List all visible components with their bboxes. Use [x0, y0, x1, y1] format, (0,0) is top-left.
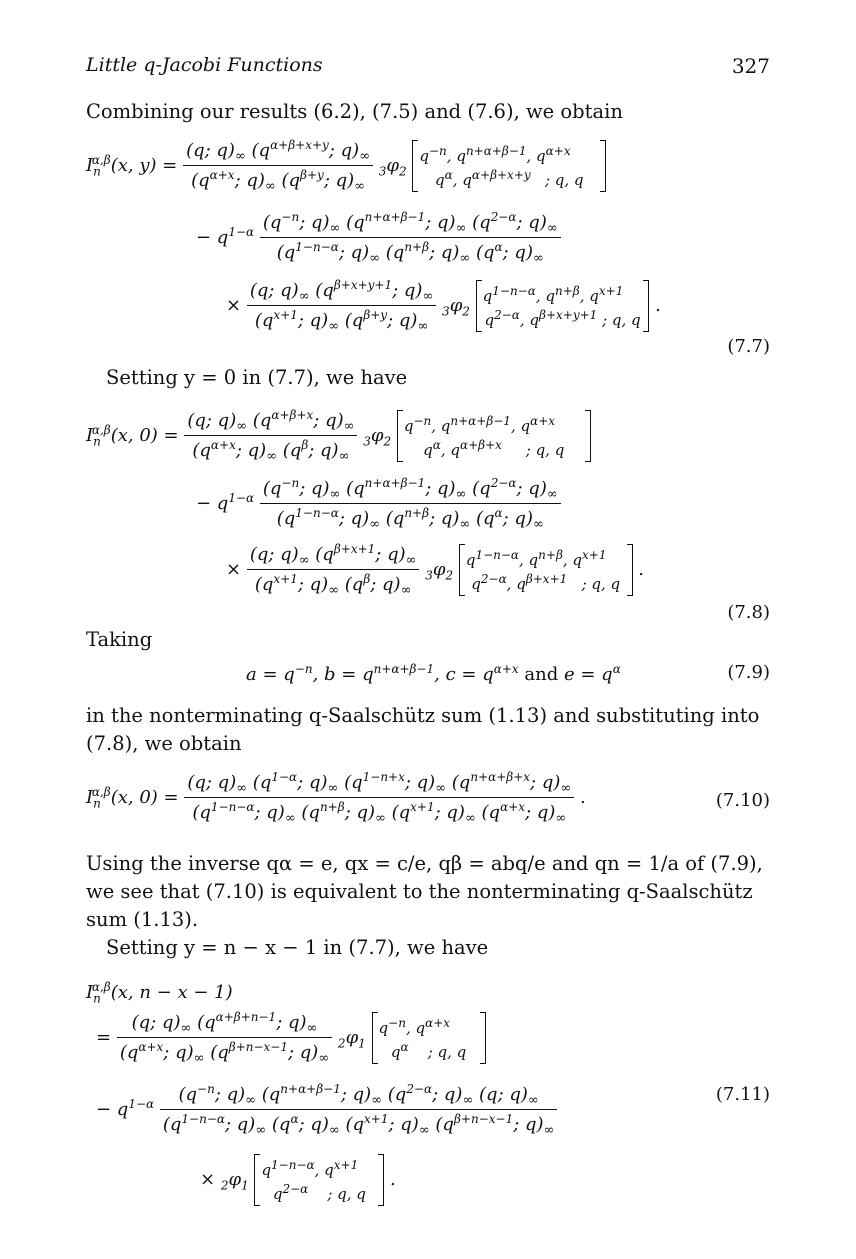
fraction: $\frac{(q; q)_\infty (q^{\alpha+\beta+x+y}; q)_\infty}{(q^{\alpha+x}; q)_\infty (q^{\beta+y}; q)_\infty}$: [183, 138, 373, 194]
hypergeometric-bracket: $q^{-n}$, $q^{\alpha+x}$ $q^\alpha$ ; q, q: [372, 1012, 486, 1064]
equation-number: (7.8): [727, 602, 770, 623]
hypergeometric-bracket: $q^{-n}$, $q^{n+\alpha+\beta-1}$, $q^{\alpha+x}$ $q^\alpha$, $q^{\alpha+\beta+x+y}$ ; q, q: [412, 140, 606, 192]
fraction: $\frac{(q^{-n}; q)_\infty (q^{n+\alpha+\beta-1}; q)_\infty (q^{2-\alpha}; q)_\infty (q; q)_\infty}{(q^{1-n-\alpha}; q)_\infty (q^\alpha; q)_\infty (q^{x+1}; q)_\infty (q^{\beta+n-x-1}; q)_\infty}$: [160, 1082, 558, 1138]
equation-7-10-line: $I_n^{\alpha,\beta}(x$, 0) = $\frac{(q; q)_\infty (q^{1-\alpha}; q)_\infty (q^{1-n+x}; q)_\infty (q^{n+\alpha+\beta+x}; q)_\infty}{(q^{1-n-\alpha}; q)_\infty (q^{n+\beta}; q)_\infty (q^{x+1}; q)_\infty (q^{\alpha+x}; q)_\infty}$ .: [86, 770, 586, 826]
equation-number: (7.7): [727, 336, 770, 357]
equation-7-7-line-2: − $q^{1-\alpha}$ $\frac{(q^{-n}; q)_\infty (q^{n+\alpha+\beta-1}; q)_\infty (q^{2-\alpha}; q)_\infty}{(q^{1-n-\alpha}; q)_\infty (q^{n+\beta}; q)_\infty (q^\alpha; q)_\infty}$: [196, 210, 561, 266]
equation-7-8-line-2: − $q^{1-\alpha}$ $\frac{(q^{-n}; q)_\infty (q^{n+\alpha+\beta-1}; q)_\infty (q^{2-\alpha}; q)_\infty}{(q^{1-n-\alpha}; q)_\infty (q^{n+\beta}; q)_\infty (q^\alpha; q)_\infty}$: [196, 476, 561, 532]
fraction: $\frac{(q; q)_\infty (q^{\beta+x+1}; q)_\infty}{(q^{x+1}; q)_\infty (q^\beta; q)_\infty}$: [247, 542, 420, 598]
equation-7-7-line-3: × $\frac{(q; q)_\infty (q^{\beta+x+y+1}; q)_\infty}{(q^{x+1}; q)_\infty (q^{\beta+y}; q)_\infty}$ $_3\varphi_2$ $q^{1-n-\alpha}$, $q^{n+\beta}$, $q^{x+1}$ $q^{2-\alpha}$, $q^{\beta+x+y+1}$ ; q, q .: [226, 278, 661, 334]
equation-7-7-line-1: $I_n^{\alpha,\beta}(x$, y) = $\frac{(q; q)_\infty (q^{\alpha+\beta+x+y}; q)_\infty}{(q^{\alpha+x}; q)_\infty (q^{\beta+y}; q)_\infty}$ $_3\varphi_2$ $q^{-n}$, $q^{n+\alpha+\beta-1}$, $q^{\alpha+x}$ $q^\alpha$, $q^{\alpha+\beta+x+y}$ ; q, q: [86, 138, 606, 194]
equation-number: (7.9): [727, 662, 770, 683]
fraction: $\frac{(q; q)_\infty (q^{\alpha+\beta+n-1}; q)_\infty}{(q^{\alpha+x}; q)_\infty (q^{\beta+n-x-1}; q)_\infty}$: [117, 1010, 332, 1066]
equation-7-9-line: $a = q^{-n}$, $b = q^{n+\alpha+\beta-1}$, $c = q^{\alpha+x}$ and $e = q^\alpha$: [246, 662, 621, 685]
paragraph-6: Setting y = n − x − 1 in (7.7), we have: [106, 936, 489, 959]
equation-7-11-line-2: = $\frac{(q; q)_\infty (q^{\alpha+\beta+n-1}; q)_\infty}{(q^{\alpha+x}; q)_\infty (q^{\beta+n-x-1}; q)_\infty}$ $_2\varphi_1$ $q^{-n}$, $q^{\alpha+x}$ $q^\alpha$ ; q, q: [96, 1010, 486, 1066]
equation-7-8-line-1: $I_n^{\alpha,\beta}(x$, 0) = $\frac{(q; q)_\infty (q^{\alpha+\beta+x}; q)_\infty}{(q^{\alpha+x}; q)_\infty (q^\beta; q)_\infty}$ $_3\varphi_2$ $q^{-n}$, $q^{n+\alpha+\beta-1}$, $q^{\alpha+x}$ $q^\alpha$, $q^{\alpha+\beta+x}$ ; q, q: [86, 408, 591, 464]
equation-7-11: [86, 980, 770, 1240]
running-header: [86, 54, 770, 82]
fraction: $\frac{(q; q)_\infty (q^{1-\alpha}; q)_\infty (q^{1-n+x}; q)_\infty (q^{n+\alpha+\beta+x}; q)_\infty}{(q^{1-n-\alpha}; q)_\infty (q^{n+\beta}; q)_\infty (q^{x+1}; q)_\infty (q^{\alpha+x}; q)_\infty}$: [184, 770, 574, 826]
fraction: $\frac{(q; q)_\infty (q^{\alpha+\beta+x}; q)_\infty}{(q^{\alpha+x}; q)_\infty (q^\beta; q)_\infty}$: [184, 408, 357, 464]
equation-7-7: [86, 138, 770, 370]
paragraph-3: Taking: [86, 628, 153, 651]
equation-7-11-line-3: − $q^{1-\alpha}$ $\frac{(q^{-n}; q)_\infty (q^{n+\alpha+\beta-1}; q)_\infty (q^{2-\alpha}; q)_\infty (q; q)_\infty}{(q^{1-n-\alpha}; q)_\infty (q^\alpha; q)_\infty (q^{x+1}; q)_\infty (q^{\beta+n-x-1}; q)_\infty}$: [96, 1082, 557, 1138]
fraction: $\frac{(q^{-n}; q)_\infty (q^{n+\alpha+\beta-1}; q)_\infty (q^{2-\alpha}; q)_\infty}{(q^{1-n-\alpha}; q)_\infty (q^{n+\beta}; q)_\infty (q^\alpha; q)_\infty}$: [260, 476, 561, 532]
paragraph-5: Using the inverse qα = e, qx = c/e, qβ = abq/e and qn = 1/a of (7.9), we see that (7.10) is equivalent to the nonterminating q-Saalschütz sum (1.13).: [86, 852, 763, 931]
equation-7-9: [86, 658, 770, 690]
hypergeometric-bracket: $q^{1-n-\alpha}$, $q^{n+\beta}$, $q^{x+1}$ $q^{2-\alpha}$, $q^{\beta+x+1}$ ; q, q: [459, 544, 633, 596]
running-title: Little q-Jacobi Functions: [86, 54, 323, 76]
hypergeometric-bracket: $q^{-n}$, $q^{n+\alpha+\beta-1}$, $q^{\alpha+x}$ $q^\alpha$, $q^{\alpha+\beta+x}$ ; q, q: [397, 410, 591, 462]
page-number: 327: [731, 54, 770, 78]
paragraph-2: Setting y = 0 in (7.7), we have: [106, 366, 408, 389]
fraction: $\frac{(q^{-n}; q)_\infty (q^{n+\alpha+\beta-1}; q)_\infty (q^{2-\alpha}; q)_\infty}{(q^{1-n-\alpha}; q)_\infty (q^{n+\beta}; q)_\infty (q^\alpha; q)_\infty}$: [260, 210, 561, 266]
hypergeometric-bracket: $q^{1-n-\alpha}$, $q^{n+\beta}$, $q^{x+1}$ $q^{2-\alpha}$, $q^{\beta+x+y+1}$ ; q, q: [476, 280, 650, 332]
equation-number: (7.11): [715, 1084, 770, 1105]
equation-7-11-line-1: $I_n^{\alpha,\beta}(x$, n − x − 1): [86, 980, 233, 1006]
equation-7-8-line-3: × $\frac{(q; q)_\infty (q^{\beta+x+1}; q)_\infty}{(q^{x+1}; q)_\infty (q^\beta; q)_\infty}$ $_3\varphi_2$ $q^{1-n-\alpha}$, $q^{n+\beta}$, $q^{x+1}$ $q^{2-\alpha}$, $q^{\beta+x+1}$ ; q, q .: [226, 542, 645, 598]
equation-7-11-line-4: × $_2\varphi_1$ $q^{1-n-\alpha}$, $q^{x+1}$ $q^{2-\alpha}$ ; q, q .: [200, 1154, 396, 1206]
paragraph-4: in the nonterminating q-Saalschütz sum (1.13) and substituting into (7.8), we obtain: [86, 704, 760, 755]
equation-7-8: [86, 408, 770, 630]
paragraph-1: Combining our results (6.2), (7.5) and (7.6), we obtain: [86, 100, 623, 123]
fraction: $\frac{(q; q)_\infty (q^{\beta+x+y+1}; q)_\infty}{(q^{x+1}; q)_\infty (q^{\beta+y}; q)_\infty}$: [247, 278, 437, 334]
equation-number: (7.10): [715, 790, 770, 811]
hypergeometric-bracket: $q^{1-n-\alpha}$, $q^{x+1}$ $q^{2-\alpha}$ ; q, q: [254, 1154, 384, 1206]
equation-7-10: [86, 770, 770, 834]
